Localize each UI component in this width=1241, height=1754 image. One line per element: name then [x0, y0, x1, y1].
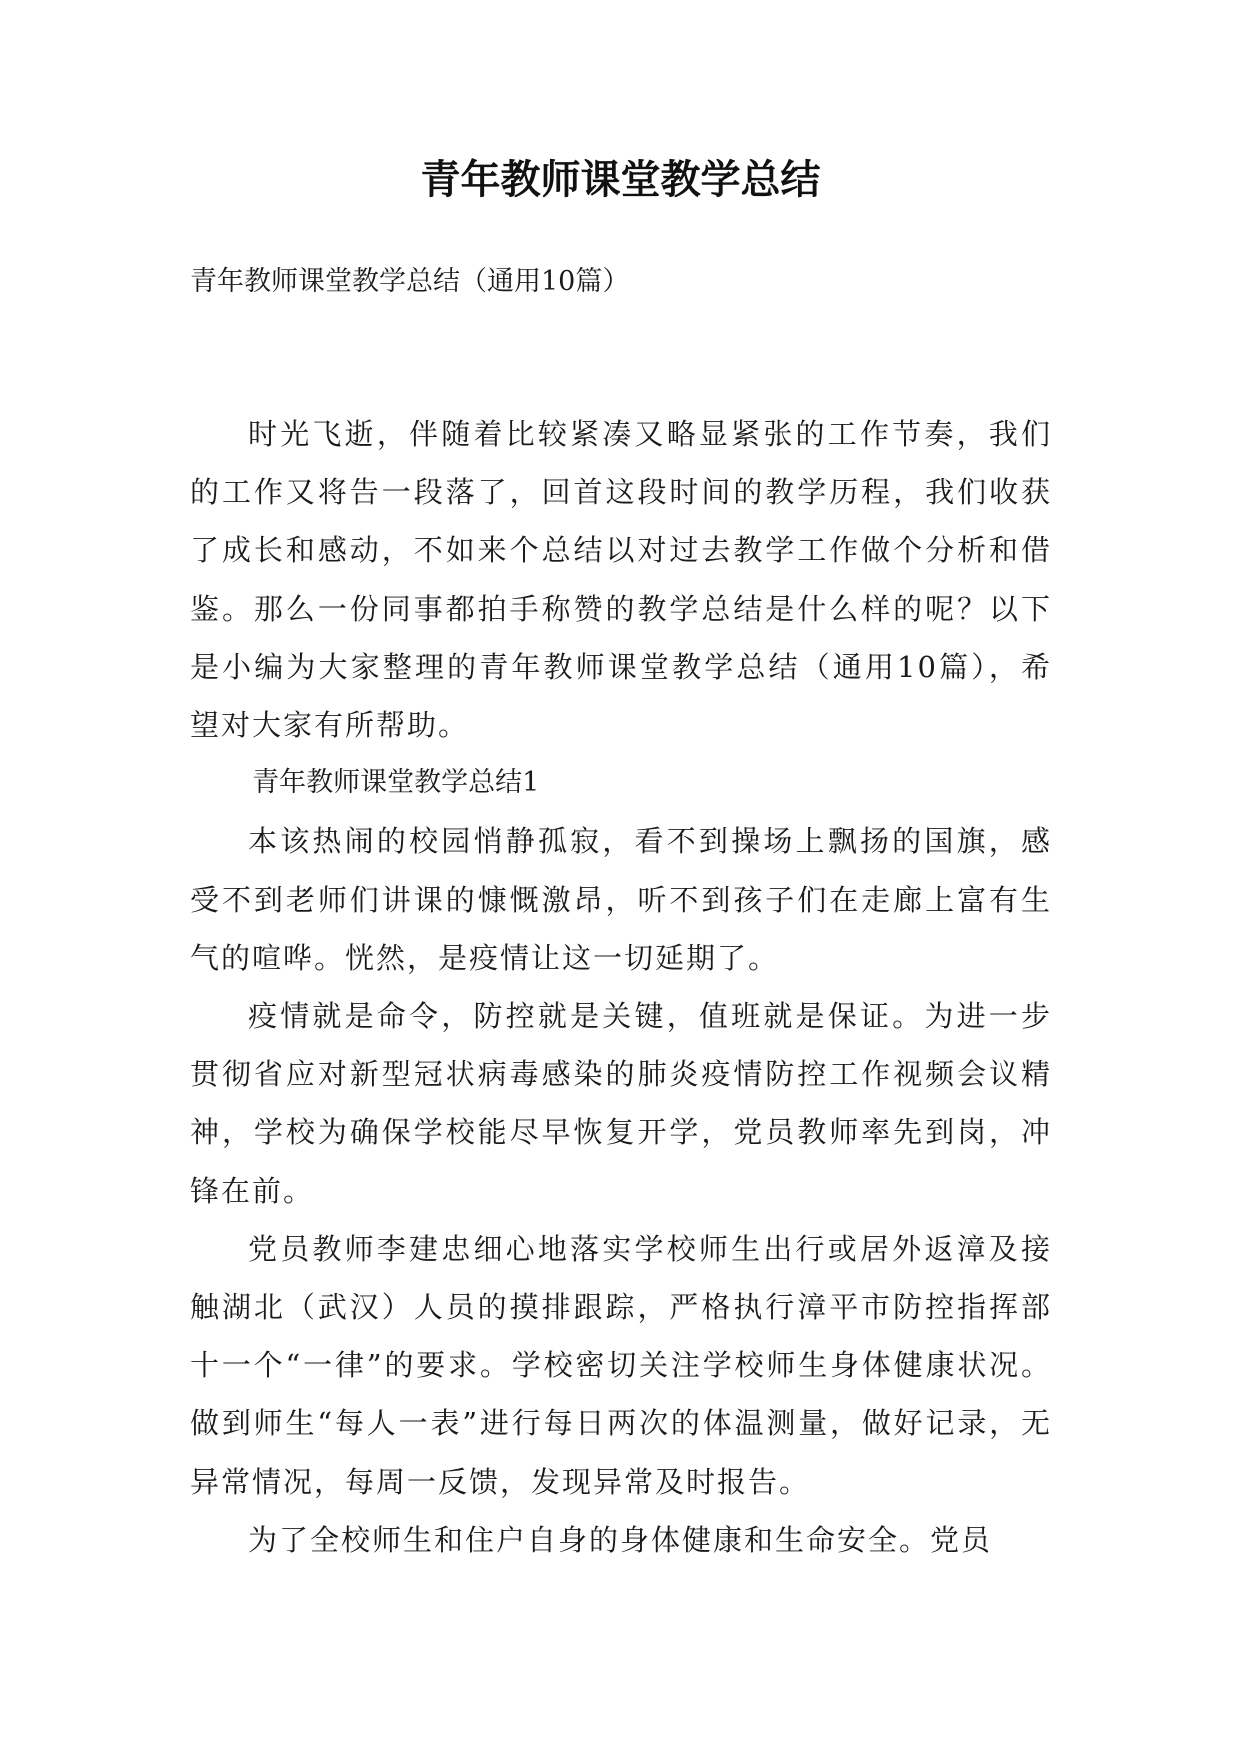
section-heading: 青年教师课堂教学总结1 — [252, 767, 540, 799]
body-paragraph-1: 本该热闹的校园悄静孤寂，看不到操场上飘扬的国旗，感受不到老师们讲课的慷慨激昂，听不到孩子们在走廊上富有生气的喧哗。恍然，是疫情让这一切延期了。 — [190, 824, 1052, 975]
document-body — [190, 405, 1052, 1569]
body-paragraph-4: 为了全校师生和住户自身的身体健康和生命安全。党员 — [248, 1522, 993, 1557]
document-title: 青年教师课堂教学总结 — [420, 157, 821, 203]
body-paragraph-3: 党员教师李建忠细心地落实学校师生出行或居外返漳及接触湖北（武汉）人员的摸排跟踪，严格执行漳平市防控指挥部十一个“一律”的要求。学校密切关注学校师生身体健康状况。做到师生“每人一表”进行每日两次的体温测量，做好记录，无异常情况，每周一反馈，发现异常及时报告。 — [190, 1231, 1052, 1499]
intro-paragraph: 时光飞逝，伴随着比较紧凑又略显紧张的工作节奏，我们的工作又将告一段落了，回首这段时间的教学历程，我们收获了成长和感动，不如来个总结以对过去教学工作做个分析和借鉴。那么一份同事都拍手称赞的教学总结是什么样的呢？以下是小编为大家整理的青年教师课堂教学总结（通用10篇），希望对大家有所帮助。 — [190, 417, 1052, 743]
body-paragraph-2: 疫情就是命令，防控就是关键，值班就是保证。为进一步贯彻省应对新型冠状病毒感染的肺炎疫情防控工作视频会议精神，学校为确保学校能尽早恢复开学，党员教师率先到岗，冲锋在前。 — [190, 999, 1052, 1208]
document-subtitle: 青年教师课堂教学总结（通用10篇） — [190, 266, 630, 297]
